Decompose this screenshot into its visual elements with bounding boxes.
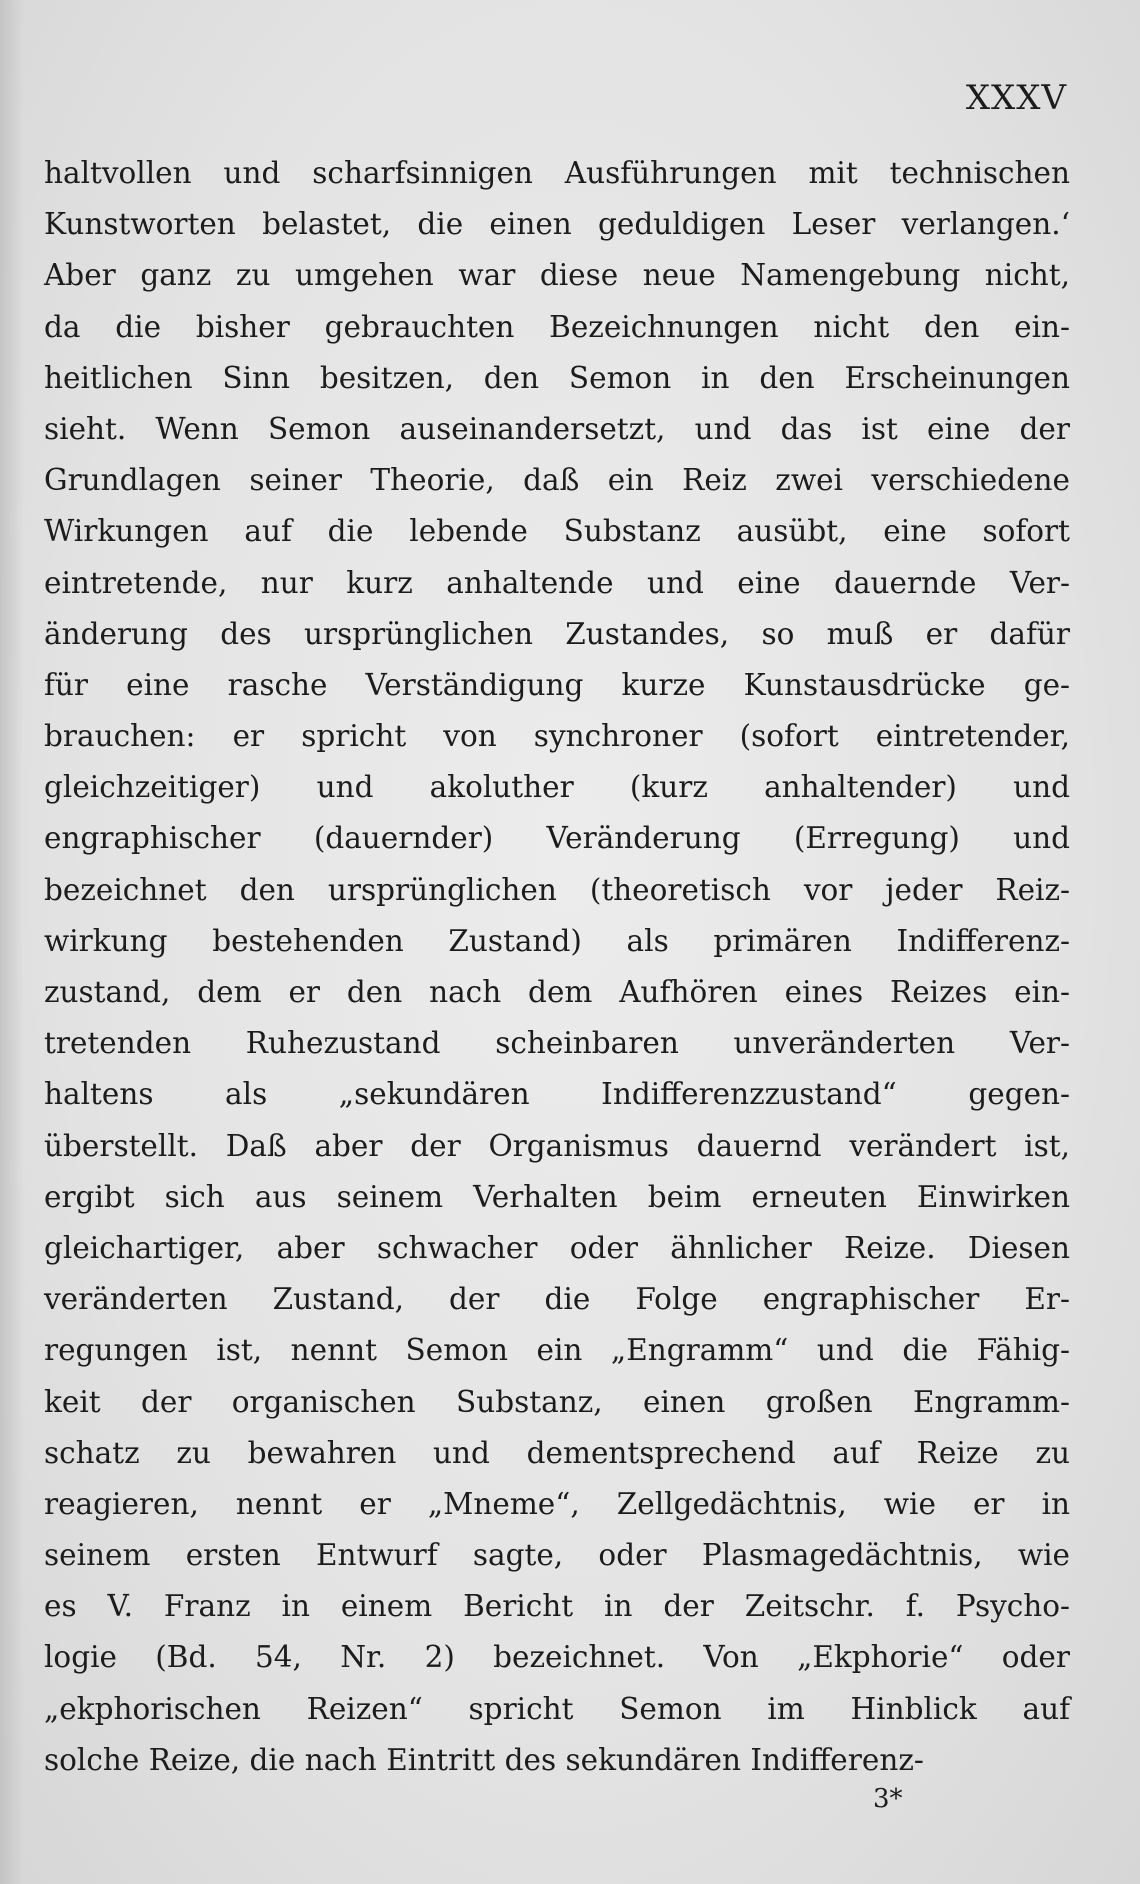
- text-line: für eine rasche Verständigung kurze Kunstausdrücke ge-: [44, 667, 1070, 702]
- text-line: reagieren, nennt er „Mneme“, Zellgedächtnis, wie er in: [44, 1486, 1070, 1521]
- text-line: da die bisher gebrauchten Bezeichnungen nicht den ein-: [44, 309, 1070, 344]
- text-line: änderung des ursprünglichen Zustandes, so muß er dafür: [44, 616, 1070, 651]
- text-line: Aber ganz zu umgehen war diese neue Namengebung nicht,: [44, 258, 1070, 293]
- text-line: Wirkungen auf die lebende Substanz ausübt, eine sofort: [44, 514, 1070, 549]
- text-line: überstellt. Daß aber der Organismus dauernd verändert ist,: [44, 1128, 1070, 1163]
- text-line: keit der organischen Substanz, einen großen Engramm-: [44, 1384, 1070, 1419]
- body-text: [44, 148, 1070, 1786]
- text-line: schatz zu bewahren und dementsprechend auf Reize zu: [44, 1435, 1070, 1470]
- page-edge-shadow: [0, 0, 24, 1884]
- text-line: seinem ersten Entwurf sagte, oder Plasmagedächtnis, wie: [44, 1538, 1070, 1573]
- text-line: haltens als „sekundären Indifferenzzustand“ gegen-: [44, 1077, 1070, 1112]
- text-line: Kunstworten belastet, die einen geduldigen Leser verlangen.‘: [44, 207, 1070, 242]
- text-line: Grundlagen seiner Theorie, daß ein Reiz zwei verschiedene: [44, 463, 1070, 498]
- page-header: XXXV: [965, 78, 1067, 118]
- text-line: es V. Franz in einem Bericht in der Zeitschr. f. Psycho-: [44, 1589, 1070, 1624]
- text-line: haltvollen und scharfsinnigen Ausführungen mit technischen: [44, 156, 1070, 190]
- text-line: gleichartiger, aber schwacher oder ähnlicher Reize. Diesen: [44, 1230, 1070, 1265]
- text-line: tretenden Ruhezustand scheinbaren unveränderten Ver-: [44, 1026, 1070, 1061]
- text-line: brauchen: er spricht von synchroner (sofort eintretender,: [44, 719, 1070, 754]
- text-line: heitlichen Sinn besitzen, den Semon in den Erscheinungen: [44, 360, 1070, 395]
- text-line: gleichzeitiger) und akoluther (kurz anhaltender) und: [44, 770, 1070, 805]
- text-line: sieht. Wenn Semon auseinandersetzt, und das ist eine der: [44, 411, 1070, 446]
- page-footer: 3*: [873, 1784, 903, 1814]
- text-line: solche Reize, die nach Eintritt des sekundären Indifferenz-: [44, 1742, 924, 1777]
- text-line: engraphischer (dauernder) Veränderung (Erregung) und: [44, 821, 1070, 856]
- text-line: zustand, dem er den nach dem Aufhören eines Reizes ein-: [44, 975, 1070, 1009]
- text-line: wirkung bestehenden Zustand) als primären Indifferenz-: [44, 923, 1070, 958]
- text-line: regungen ist, nennt Semon ein „Engramm“ und die Fähig-: [44, 1333, 1070, 1368]
- text-line: bezeichnet den ursprünglichen (theoretisch vor jeder Reiz-: [44, 872, 1070, 907]
- text-line: „ekphorischen Reizen“ spricht Semon im Hinblick auf: [44, 1691, 1070, 1726]
- text-line: veränderten Zustand, der die Folge engraphischer Er-: [44, 1282, 1070, 1317]
- text-line: ergibt sich aus seinem Verhalten beim erneuten Einwirken: [44, 1179, 1070, 1214]
- text-line: eintretende, nur kurz anhaltende und eine dauernde Ver-: [44, 565, 1070, 600]
- text-line: logie (Bd. 54, Nr. 2) bezeichnet. Von „Ekphorie“ oder: [44, 1640, 1070, 1675]
